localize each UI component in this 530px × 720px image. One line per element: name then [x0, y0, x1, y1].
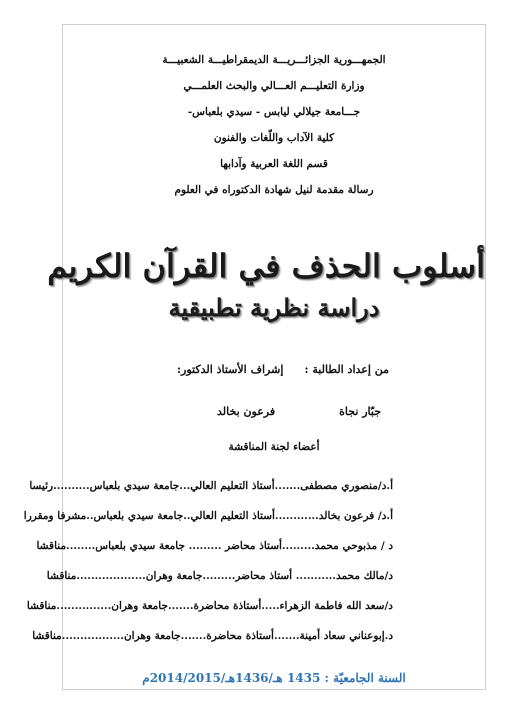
header-line-degree: رسالة مقدمة لنيل شهادة الدكتوراه في العلوم: [174, 184, 374, 196]
academic-year: السنة الجامعيّة : 1435 هـ/1436هـ/2014/2015م: [142, 671, 406, 685]
committee-member-row: د/سعد الله فاطمة الزهراء.....أستاذة محاضرة.......جامعة وهران...............مناقشا: [26, 600, 393, 612]
committee-title: أعضاء لجنة المناقشة: [228, 441, 320, 453]
header-line-department: قسم اللغة العربية وآدابها: [220, 158, 328, 170]
committee-list: [24, 471, 393, 651]
student-name: جبّار نجاة: [339, 405, 381, 418]
committee-member-row: أ.د/ فرعون بخالد............أستاذ التعليم العالي..جامعة سيدي بلعباس..مشرفا ومقررا: [23, 510, 393, 522]
student-label: من إعداد الطالبة :: [304, 363, 389, 376]
committee-member-row: د/مالك محمد........... أستاذ محاضر.........جامعة وهران...................مناقشا: [46, 570, 393, 582]
supervisor-name: فرعون بخالد: [217, 405, 276, 418]
thesis-subtitle: دراسة نظرية تطبيقية: [168, 293, 380, 322]
committee-member-row: د.إبوعناني سعاد أمينة.......أستاذة محاضرة.......جامعة وهران.................مناقشا: [32, 630, 393, 642]
header-line-faculty: كلية الآداب واللّغات والفنون: [213, 132, 335, 144]
committee-member-row: د / مذبوحي محمد.........أستاذ محاضر ......... جامعة سيدي بلعباس........مناقشا: [36, 540, 393, 552]
supervisor-label: إشراف الأستاذ الدكتور:: [177, 363, 284, 376]
institution-header: [63, 47, 485, 203]
committee-member-row: أ.د/منصوري مصطفى.......أستاذ التعليم العالي...جامعة سيدي بلعباس..........رئيسا: [29, 480, 393, 492]
header-line-republic: الجمهـــورية الجزائـــريـــة الديمقراطيـــة الشعبيـــة: [162, 54, 386, 66]
thesis-title: أسلوب الحذف في القرآن الكريم: [47, 247, 485, 285]
header-line-university: جـــامعة جيلالي ليابس - سيدي بلعباس-: [187, 106, 361, 118]
header-line-ministry: وزارة التعليـــم العـــالي والبحث العلمـــي: [183, 80, 365, 92]
thesis-cover-page: [23, 24, 486, 690]
